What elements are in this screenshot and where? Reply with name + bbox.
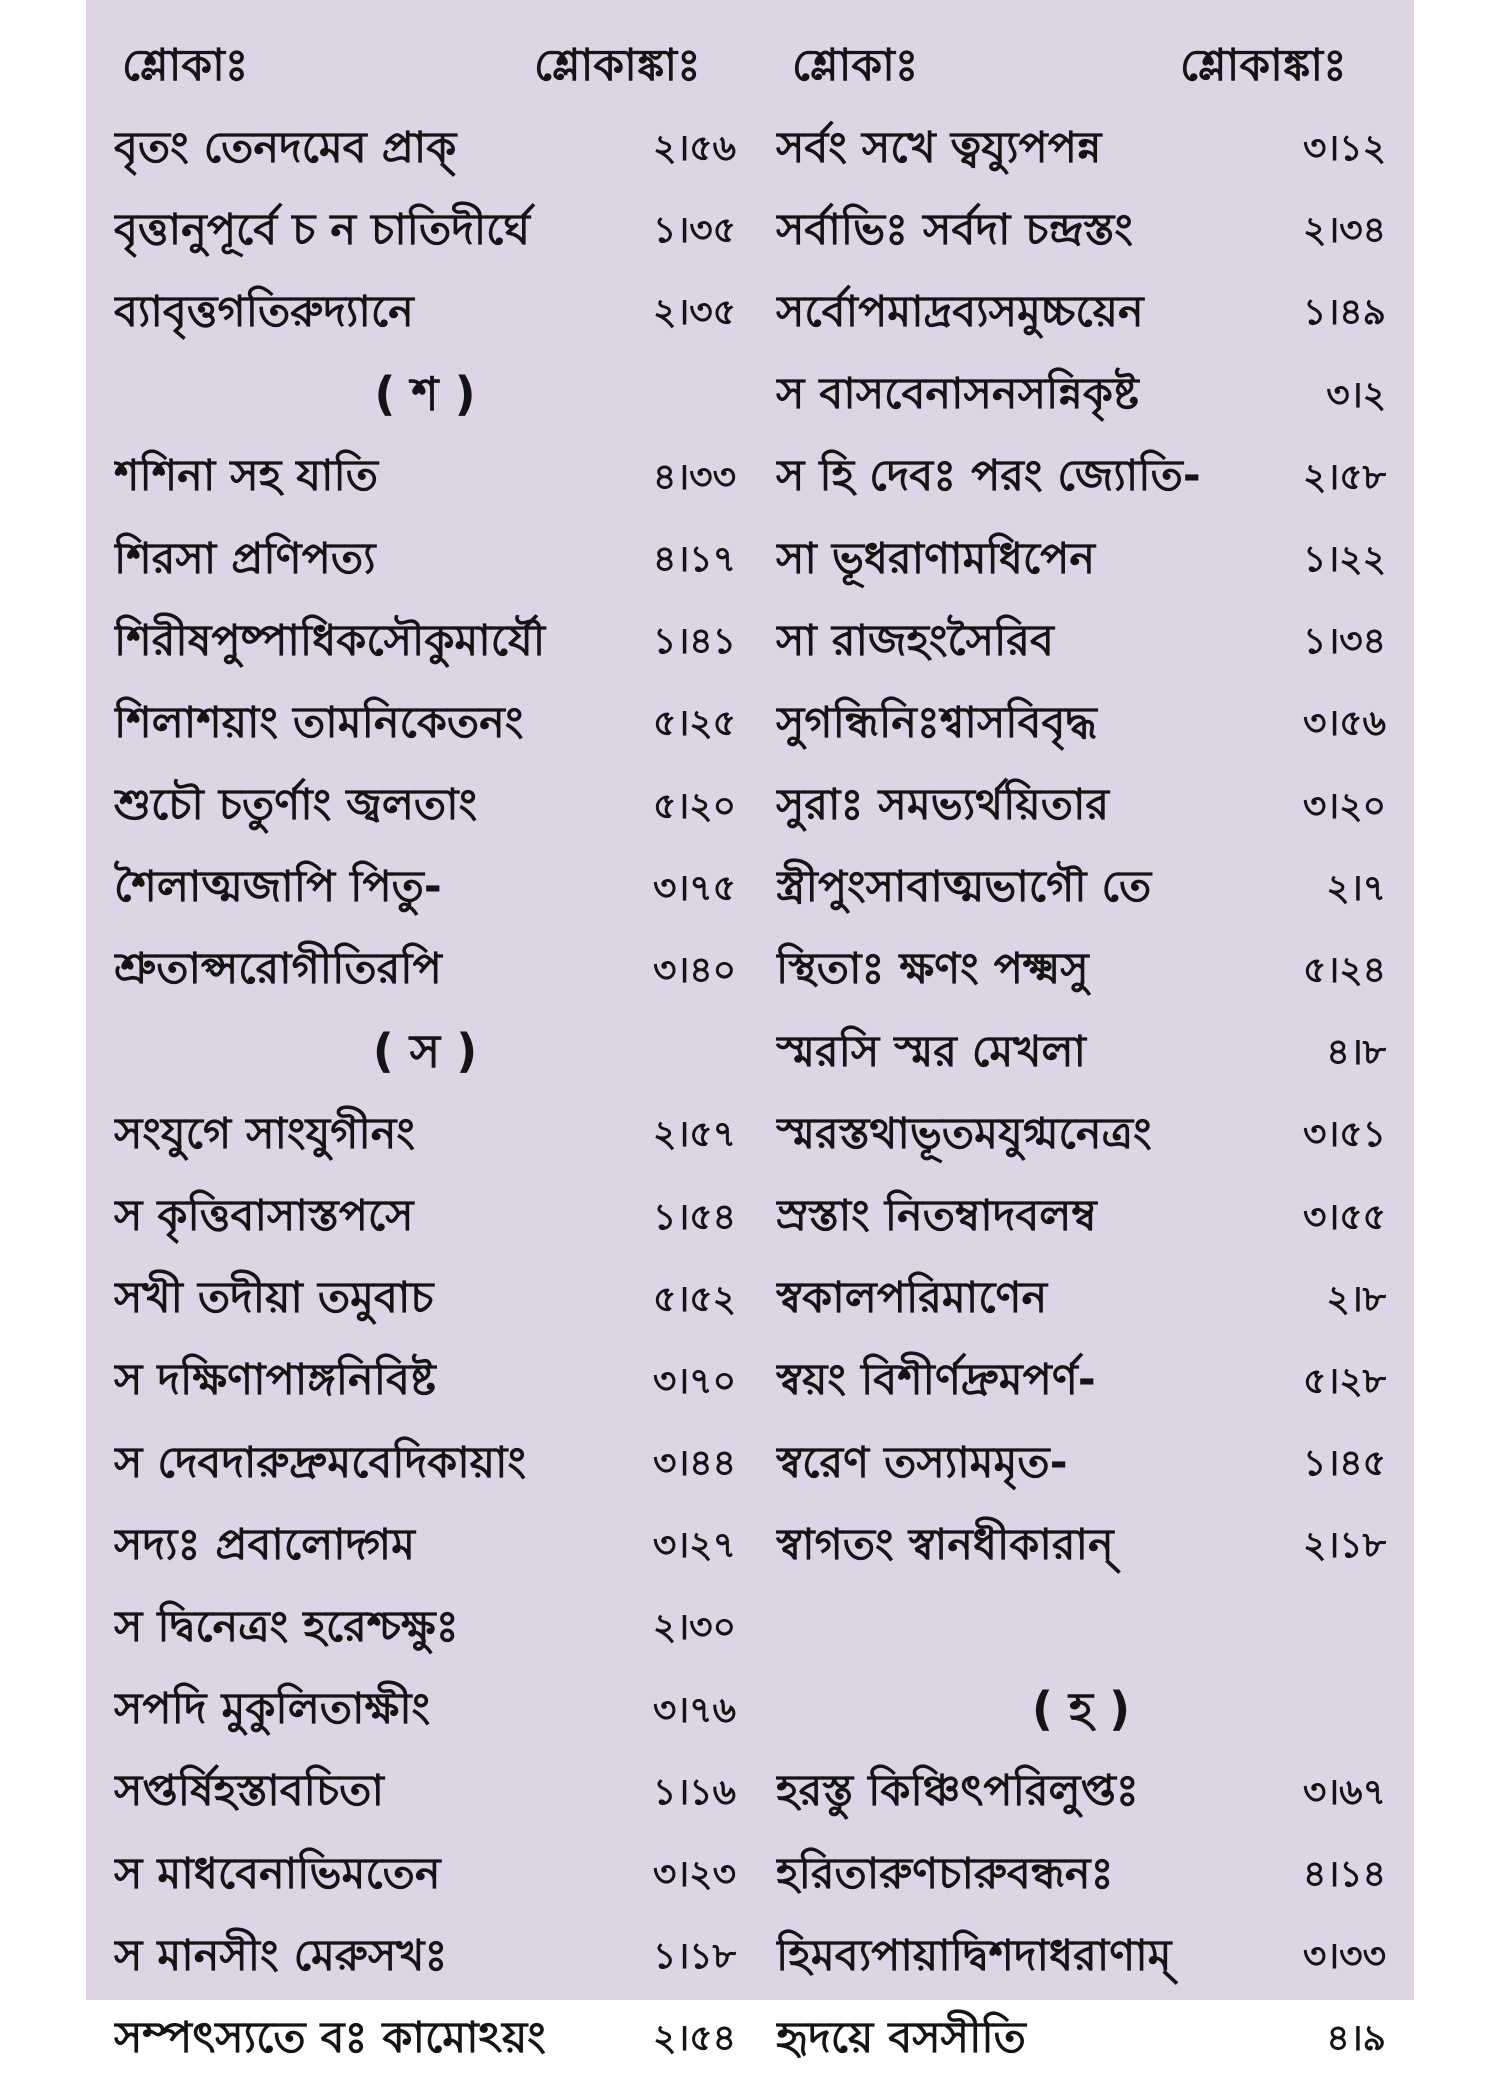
verse-number: ৫।২৪ [1302,949,1386,991]
index-entry [776,1343,1386,1425]
index-entry [114,521,736,603]
verse-number: ৩।২ [1326,374,1386,416]
verse-number: ৩।২৩ [652,1854,736,1896]
verse-first-line: হিমব্যপায়াদ্বিশদাধরাণাম্ [776,1930,1172,1981]
verse-number: ১।৩৫ [652,210,736,252]
index-entry [114,768,736,850]
index-entry [776,2000,1386,2082]
verse-number: ২।৮ [1326,1278,1386,1320]
index-entry [114,274,736,356]
verse-first-line: স্থিতাঃ ক্ষণং পক্ষ্মসু [776,944,1089,995]
index-entry [114,932,736,1014]
verse-first-line: সা ভূধরাণামধিপেন [776,533,1095,584]
verse-first-line: স্বাগতং স্বানধীকারান্ [776,1519,1114,1570]
verse-first-line: সুগন্ধিনিঃশ্বাসবিবৃদ্ধ [776,697,1097,748]
index-entry [776,521,1386,603]
verse-first-line: সখী তদীয়া তমুবাচ [114,1273,434,1324]
verse-first-line: ব্যাবৃত্তগতিরুদ্যানে [114,286,414,337]
index-entry [776,1178,1386,1260]
index-entry [114,1672,736,1754]
verse-number: ২।১৮ [1302,1525,1386,1567]
verse-first-line: স্ত্রীপুংসাবাত্মভাগৌ তে [776,862,1152,913]
index-entry [114,1096,736,1178]
verse-first-line: স মাধবেনাভিমতেন [114,1848,441,1899]
verse-first-line: হরস্তু কিঞ্চিৎপরিলুপ্তঃ [776,1766,1139,1817]
header-verse-number-right: শ্লোকাঙ্কাঃ [1180,40,1347,91]
index-entry [776,768,1386,850]
verse-first-line: শ্রুতাপ্সরোগীতিরপি [114,944,442,995]
index-entry [114,1918,736,2000]
verse-first-line: সদ্যঃ প্রবালোদ্গম [114,1519,415,1570]
verse-first-line: শিলাশয়াং তামনিকেতনং [114,697,524,748]
verse-first-line: সম্পৎস্যতে বঃ কামোঽয়ং [114,2012,546,2063]
verse-first-line: স দ্বিনেত্রং হরেশ্চক্ষুঃ [114,1601,459,1652]
verse-number: ১।৪৫ [1303,1443,1386,1485]
verse-first-line: বৃতং তেনদমেব প্রাক্ [114,122,457,173]
verse-first-line: শশিনা সহ যাতি [114,451,379,502]
verse-first-line: হরিতারুণচারুবন্ধনঃ [776,1848,1114,1899]
index-entry [114,1589,736,1671]
index-entry [776,850,1386,932]
verse-first-line: স মানসীং মেরুসখঃ [114,1930,448,1981]
verse-first-line: সর্বাভিঃ সর্বদা চন্দ্রস্তং [776,204,1133,255]
verse-number: ৩।২৭ [652,1525,736,1567]
index-entry [776,1507,1386,1589]
verse-number: ৩।৬৭ [1302,1771,1386,1813]
verse-number: ১।৩৪ [1302,621,1386,663]
section-heading: ( স ) [372,1024,478,1079]
verse-number: ৩।৩৩ [1302,1936,1386,1978]
verse-number: ৫।২৮ [1302,1360,1386,1402]
index-entry [776,1754,1386,1836]
right-column [776,110,1386,2083]
verse-first-line: সুরাঃ সমভ্যর্থয়িতার [776,780,1110,831]
verse-first-line: স দেবদারুদ্রুমবেদিকায়াং [114,1437,527,1488]
verse-number: ১।৪১ [653,621,736,663]
verse-number: ৪।৯ [1326,2018,1386,2060]
index-entry [776,357,1386,439]
section-heading: ( শ ) [374,366,476,421]
index-entry [776,1918,1386,2000]
index-entry [776,192,1386,274]
section-heading-row [114,1014,736,1096]
index-entry [114,439,736,521]
index-entry [114,1507,736,1589]
header-verse-number-left: শ্লোকাঙ্কাঃ [534,40,701,91]
section-heading-row [776,1672,1386,1754]
index-entry [114,1178,736,1260]
verse-number: ২।৩০ [652,1607,736,1649]
verse-number: ৩।৭৬ [652,1689,736,1731]
verse-number: ১।৪৯ [1303,292,1386,334]
verse-number: ২।৩৪ [1302,210,1386,252]
verse-number: ৩।৪৪ [652,1443,736,1485]
index-entry [114,1425,736,1507]
verse-first-line: স কৃত্তিবাসাস্তপসে [114,1191,414,1242]
verse-first-line: স্বকালপরিমাণেন [776,1273,1048,1324]
verse-number: ৩।৫৫ [1302,1196,1386,1238]
index-entry [776,439,1386,521]
index-entry [776,1836,1386,1918]
verse-first-line: শিরীষপুষ্পাধিকসৌকুমার্যৌ [114,615,546,666]
verse-first-line: স বাসবেনাসনসন্নিকৃষ্ট [776,369,1139,420]
left-column [114,110,736,2083]
verse-number: ৩।৪০ [652,949,736,991]
verse-number: ৫।২৫ [652,703,736,745]
verse-first-line: স্বরেণ তস্যামমৃত- [776,1437,1068,1488]
verse-number: ২।৫৭ [652,1114,736,1156]
index-entry [776,685,1386,767]
verse-first-line: স্মরস্তথাভূতমযুগ্মনেত্রং [776,1108,1152,1159]
verse-number: ২।৫৬ [652,128,736,170]
index-entry [776,1425,1386,1507]
verse-first-line: সপ্তর্ষিহস্তাবচিতা [114,1766,384,1817]
index-entry [776,110,1386,192]
verse-first-line: শিরসা প্রণিপত্য [114,533,376,584]
verse-number: ৩।৭৫ [652,867,736,909]
header-verse-left: শ্লোকাঃ [122,40,249,91]
verse-number: ৪।৩৩ [652,456,736,498]
verse-number: ৪।১৪ [1303,1854,1386,1896]
index-entry [776,1261,1386,1343]
verse-first-line: সংযুগে সাংযুগীনং [114,1108,415,1159]
verse-number: ৩।২০ [1302,785,1386,827]
verse-number: ৩।৫১ [1302,1114,1386,1156]
verse-number: ৩।১২ [1302,128,1386,170]
verse-number: ৪।৮ [1326,1032,1386,1074]
index-entry [114,1754,736,1836]
verse-first-line: সর্বোপমাদ্রব্যসমুচ্চয়েন [776,286,1144,337]
verse-number: ৩।৭০ [652,1360,736,1402]
index-entry [114,2000,736,2082]
verse-number: ১।১৮ [653,1936,736,1978]
index-page [86,0,1414,2063]
index-entry [114,1343,736,1425]
verse-first-line: হৃদয়ে বসসীতি [776,2012,1026,2063]
verse-number: ৩।৫৬ [1302,703,1386,745]
index-entry [776,1014,1386,1096]
verse-number: ১।২২ [1302,539,1386,581]
index-entry [114,850,736,932]
blank-row [776,1589,1386,1671]
index-header [86,32,1414,96]
section-heading-row [114,357,736,439]
verse-first-line: সপদি মুকুলিতাক্ষীং [114,1684,431,1735]
verse-number: ১।১৬ [652,1771,736,1813]
verse-number: ২।৫৮ [1302,456,1386,498]
index-entry [776,932,1386,1014]
verse-first-line: বৃত্তানুপূর্বে চ ন চাতিদীর্ঘে [114,204,530,255]
index-entry [114,603,736,685]
verse-first-line: স্মরসি স্মর মেখলা [776,1026,1086,1077]
index-entry [114,1836,736,1918]
index-entry [114,1261,736,1343]
verse-number: ২।৭ [1326,867,1386,909]
section-heading: ( হ ) [1031,1681,1131,1736]
index-entry [776,1096,1386,1178]
verse-first-line: শুচৌ চতুর্ণাং জ্বলতাং [114,780,478,831]
verse-number: ২।৫৪ [652,2018,736,2060]
verse-first-line: স হি দেবঃ পরং জ্যোতি- [776,451,1201,502]
verse-first-line: স দক্ষিণাপাঙ্গনিবিষ্ট [114,1355,436,1406]
verse-number: ২।৩৫ [652,292,736,334]
index-entry [776,274,1386,356]
verse-first-line: স্রস্তাং নিতম্বাদবলম্ব [776,1191,1097,1242]
verse-number: ১।৫৪ [653,1196,736,1238]
index-entry [114,685,736,767]
header-verse-right: শ্লোকাঃ [792,40,919,91]
verse-number: ৪।১৭ [652,539,736,581]
verse-number: ৫।২০ [652,785,736,827]
verse-number: ৫।৫২ [652,1278,736,1320]
index-entry [114,192,736,274]
verse-first-line: স্বয়ং বিশীর্ণদ্রুমপর্ণ- [776,1355,1096,1406]
verse-first-line: শৈলাত্মজাপি পিতু- [114,862,442,913]
verse-first-line: সা রাজহংসৈরিব [776,615,1054,666]
index-entry [776,603,1386,685]
verse-first-line: সর্বং সখে ত্বয্যুপপন্ন [776,122,1102,173]
index-entry [114,110,736,192]
